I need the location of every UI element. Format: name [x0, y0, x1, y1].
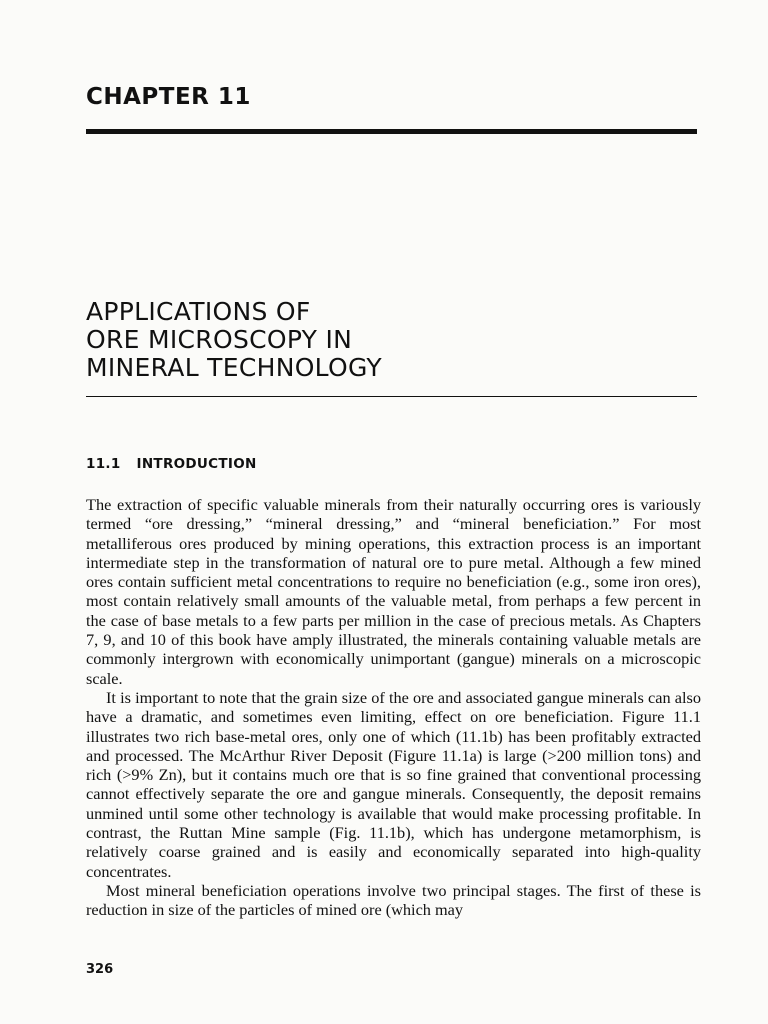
chapter-title-line: ORE MICROSCOPY IN	[86, 325, 353, 354]
section-number: 11.1	[86, 456, 121, 472]
chapter-title-divider	[86, 396, 697, 397]
chapter-title	[86, 298, 382, 382]
chapter-title-line: MINERAL TECHNOLOGY	[86, 353, 382, 382]
section-title: INTRODUCTION	[136, 456, 257, 472]
page-number: 326	[86, 962, 114, 977]
paragraph: It is important to note that the grain size of the ore and associated gangue minerals can also have a dramatic, and sometimes even limiting, effect on ore beneficiation. Figure 11.1 illustrates two rich base-metal ores, only one of which (11.1b) has been profitably extracted and processed. The McArthur River Deposit (Figure 11.1a) is large (>200 million tons) and rich (>9% Zn), but it contains much ore that is so fine grained that conventional processing cannot effectively separate the ore and gangue minerals. Consequently, the deposit remains unmined until some other technology is available that would make processing profitable. In contrast, the Ruttan Mine sample (Fig. 11.1b), which has undergone metamorphism, is relatively coarse grained and is easily and economically separated into high-quality concentrates.	[86, 687, 701, 881]
paragraph: Most mineral beneficiation operations involve two principal stages. The first of these is reduction in size of the particles of mined ore (which may	[86, 880, 701, 920]
chapter-title-line: APPLICATIONS OF	[86, 297, 311, 326]
body-text	[86, 495, 701, 920]
chapter-divider-thick	[86, 129, 697, 134]
chapter-label: CHAPTER 11	[86, 84, 251, 110]
section-heading	[86, 458, 257, 472]
paragraph: The extraction of specific valuable minerals from their naturally occurring ores is variously termed “ore dressing,” “mineral dressing,” and “mineral beneficiation.” For most metalliferous ores produced by mining operations, this extraction process is an important intermediate step in the transformation of natural ore to pure metal. Although a few mined ores contain sufficient metal concentrations to require no beneficiation (e.g., some iron ores), most contain relatively small amounts of the valuable metal, from perhaps a few percent in the case of base metals to a few parts per million in the case of precious metals. As Chapters 7, 9, and 10 of this book have amply illustrated, the minerals containing valuable metals are commonly intergrown with economically unimportant (gangue) minerals on a microscopic scale.	[86, 495, 701, 688]
